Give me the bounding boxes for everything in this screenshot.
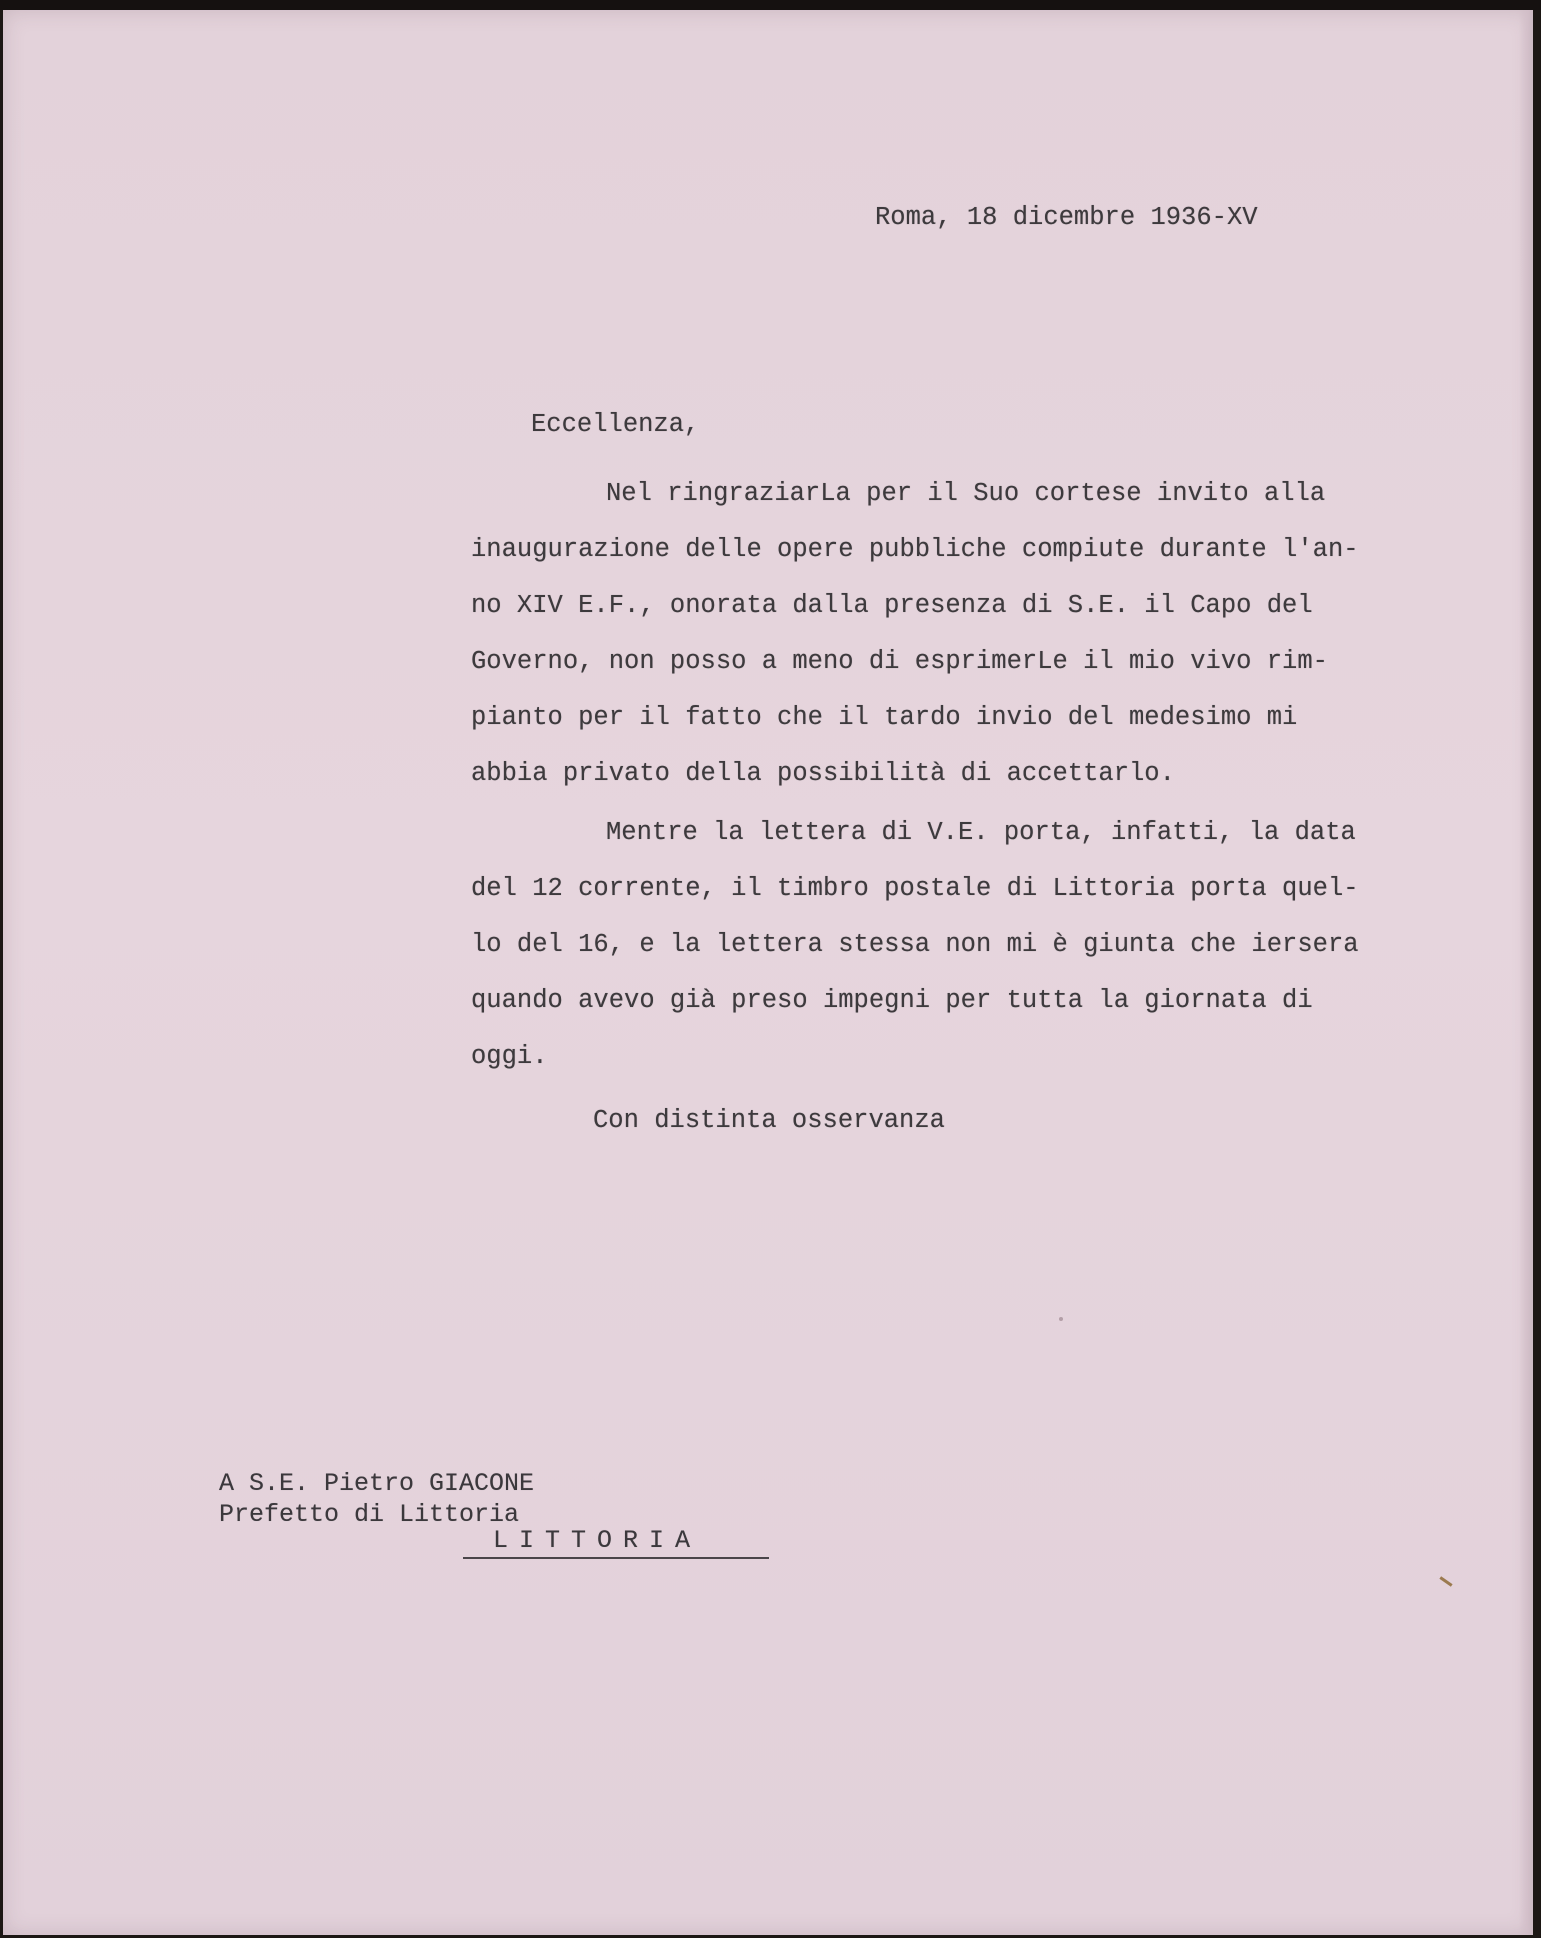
recipient-name: A S.E. Pietro GIACONE bbox=[219, 1469, 535, 1498]
paragraph-2-line-2: del 12 corrente, il timbro postale di Littoria porta quel- bbox=[471, 874, 1359, 903]
paper-mark bbox=[1439, 1576, 1452, 1586]
paragraph-1-line-2: inaugurazione delle opere pubbliche compiute durante l'an- bbox=[471, 535, 1359, 564]
paragraph-1-line-1: Nel ringraziarLa per il Suo cortese invito alla bbox=[606, 479, 1326, 508]
recipient-title: Prefetto di Littoria bbox=[219, 1500, 520, 1529]
paragraph-2-line-5: oggi. bbox=[471, 1042, 548, 1071]
paragraph-2-line-3: lo del 16, e la lettera stessa non mi è giunta che iersera bbox=[471, 930, 1359, 959]
city-underline bbox=[463, 1557, 769, 1559]
closing-formula: Con distinta osservanza bbox=[593, 1106, 945, 1135]
paper-speck bbox=[1059, 1317, 1063, 1321]
paragraph-2-line-4: quando avevo già preso impegni per tutta la giornata di bbox=[471, 986, 1313, 1015]
letter-date: Roma, 18 dicembre 1936-XV bbox=[875, 203, 1258, 232]
paragraph-1-line-5: pianto per il fatto che il tardo invio del medesimo mi bbox=[471, 703, 1298, 732]
paragraph-1-line-3: no XIV E.F., onorata dalla presenza di S.E. il Capo del bbox=[471, 591, 1313, 620]
paragraph-1-line-6: abbia privato della possibilità di accettarlo. bbox=[471, 759, 1175, 788]
recipient-city: LITTORIA bbox=[493, 1526, 702, 1555]
paragraph-2-line-1: Mentre la lettera di V.E. porta, infatti, la data bbox=[606, 818, 1356, 847]
scan-top-border bbox=[0, 0, 1541, 10]
letter-page bbox=[3, 10, 1533, 1935]
page-edge bbox=[1519, 10, 1533, 1935]
paragraph-1-line-4: Governo, non posso a meno di esprimerLe il mio vivo rim- bbox=[471, 647, 1328, 676]
salutation: Eccellenza, bbox=[531, 410, 700, 439]
